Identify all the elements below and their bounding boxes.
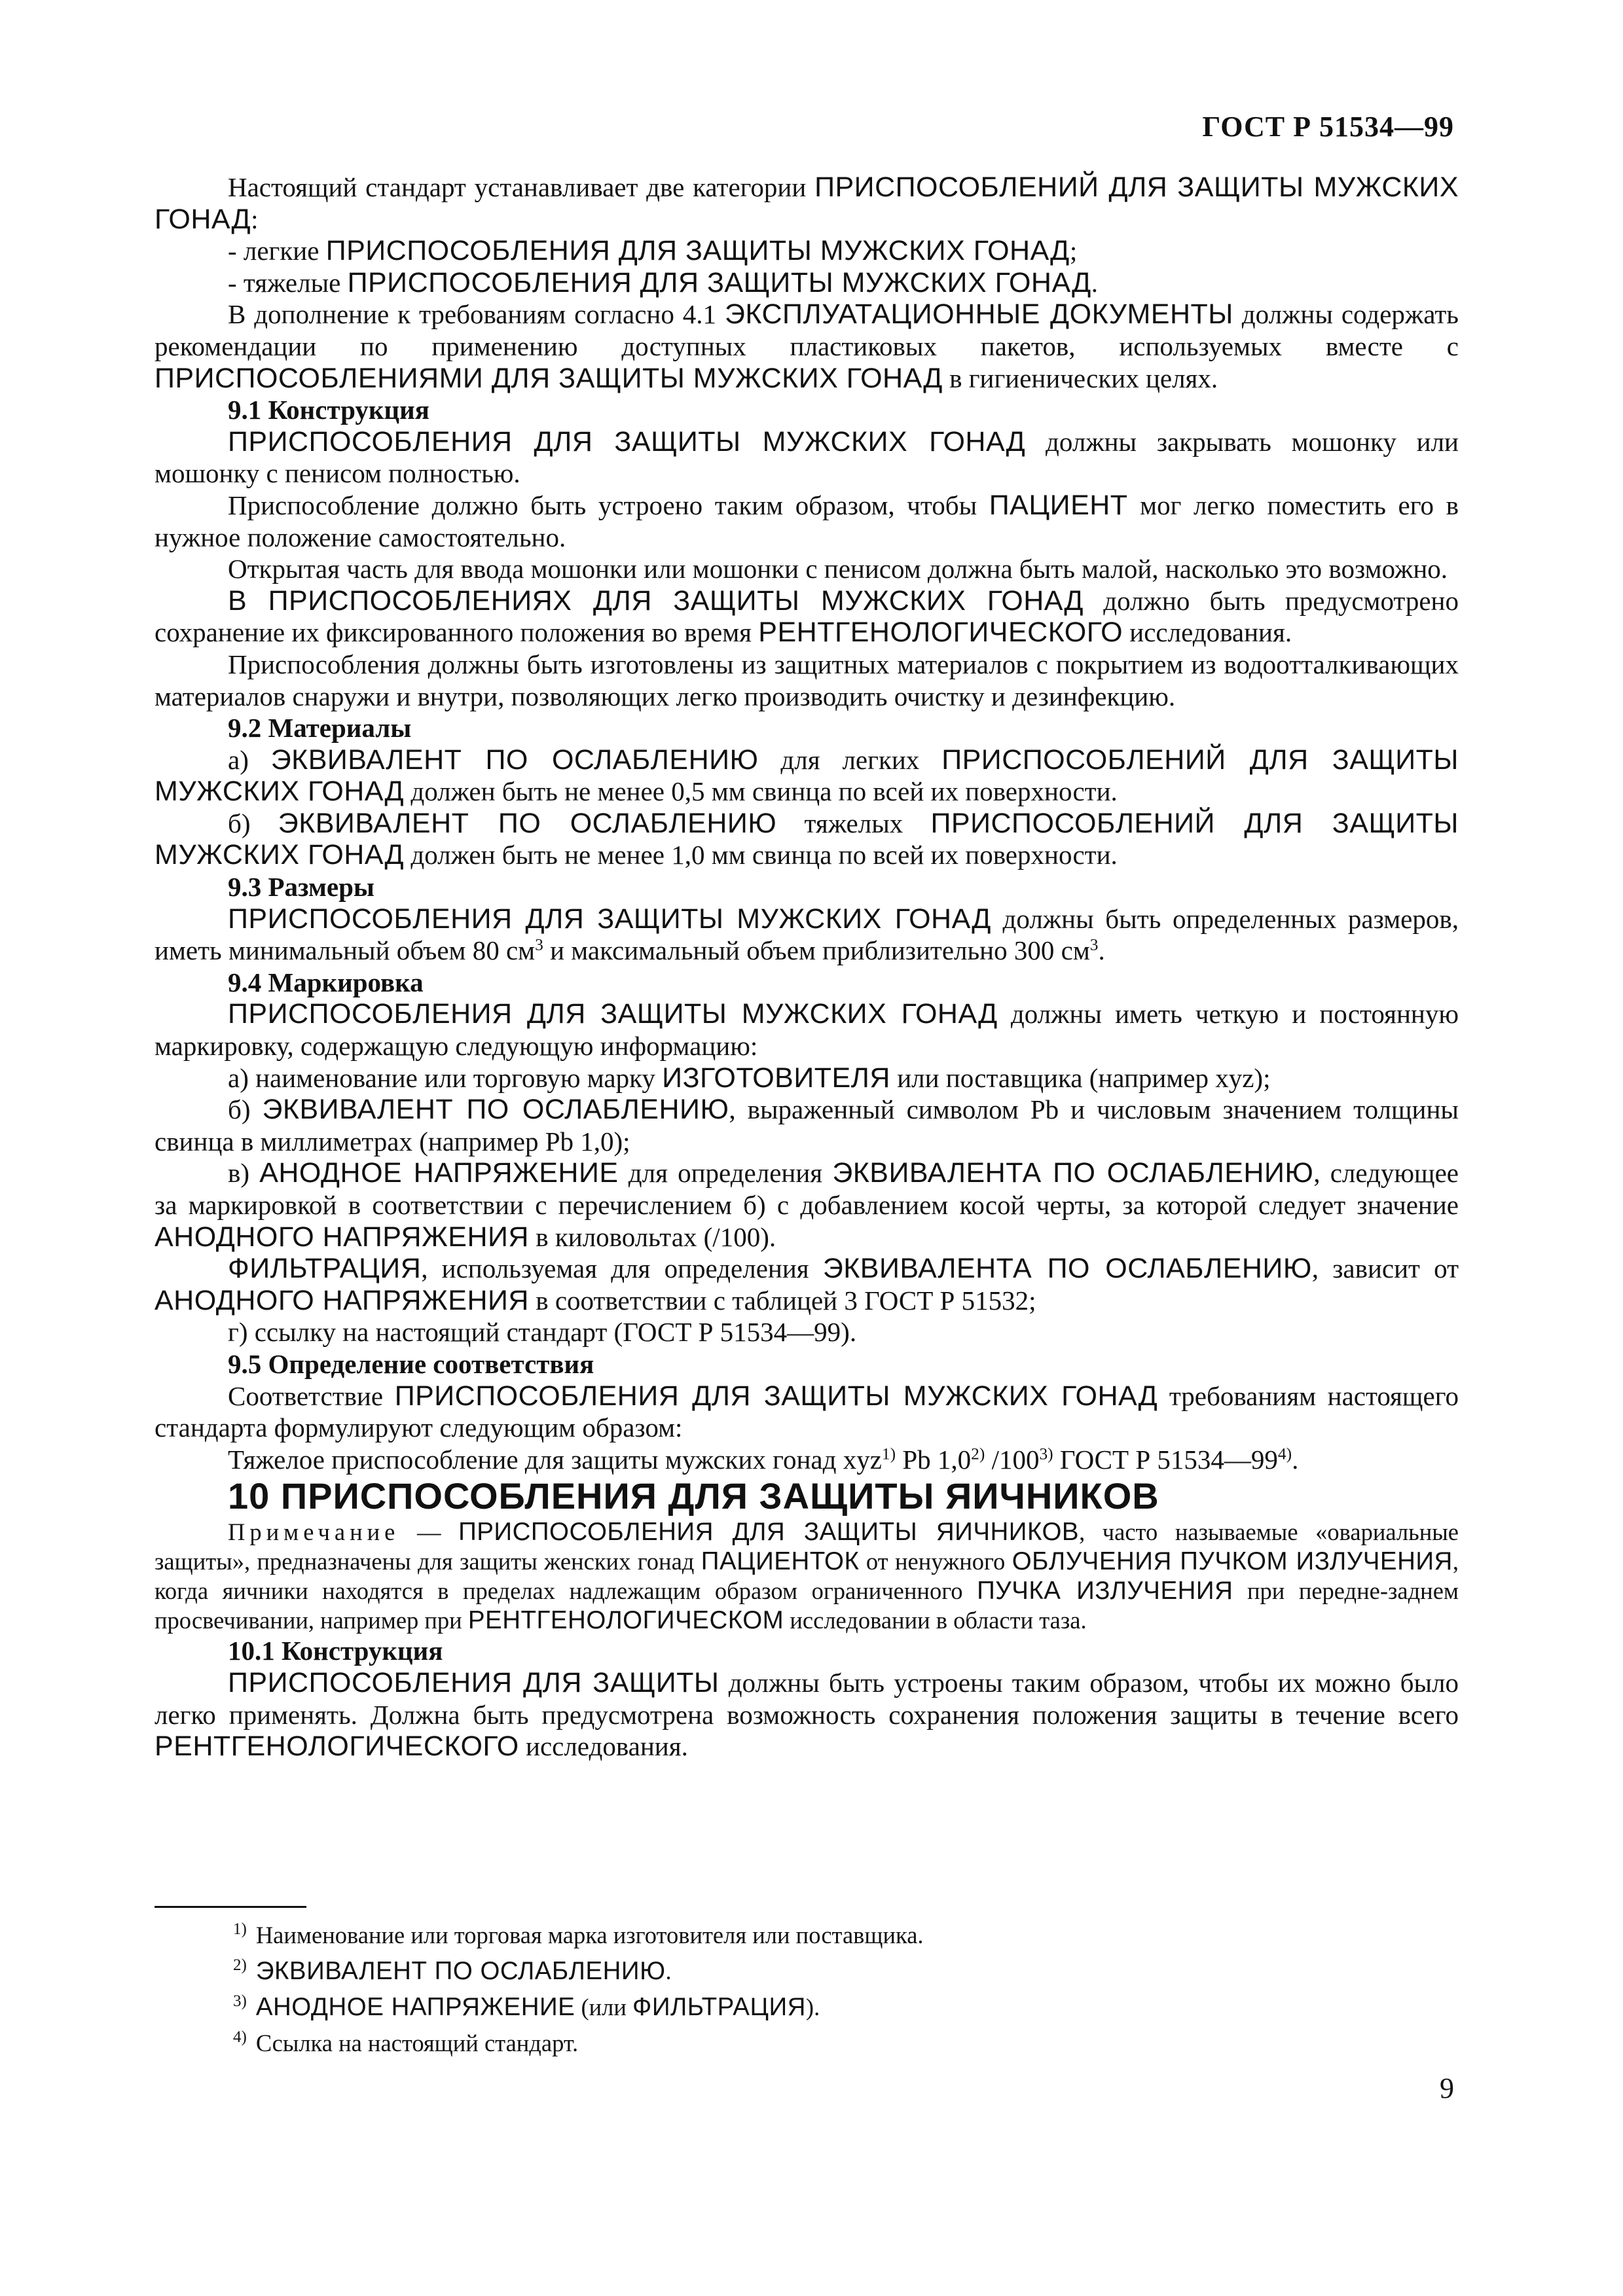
text-run: - тяжелые	[228, 267, 348, 298]
text-run: мог легко поместить его в нужное положение самостоятельно.	[155, 490, 1459, 552]
paragraph	[155, 585, 1459, 649]
footnote-text: .	[665, 1958, 672, 1984]
term: В ПРИСПОСОБЛЕНИЯХ ДЛЯ ЗАЩИТЫ МУЖСКИХ ГОНАД	[228, 584, 1084, 617]
footnote	[233, 2027, 1412, 2063]
list-item	[155, 267, 1459, 299]
text-run: а)	[228, 744, 271, 775]
text-run: при передне-заднем просвечивании, например при	[155, 1577, 1459, 1634]
term: ФИЛЬТРАЦИЯ	[228, 1253, 422, 1285]
list-item	[155, 808, 1459, 871]
term: РЕНТГЕНОЛОГИЧЕСКОГО	[758, 617, 1123, 649]
paragraph	[155, 1253, 1459, 1316]
paragraph	[155, 426, 1459, 490]
text-run: , часто называемые «овариальные защиты», предназначены для защиты женских гонад	[155, 1518, 1459, 1575]
marking-example	[155, 1444, 1459, 1476]
text-run: в)	[228, 1158, 260, 1189]
term: ПАЦИЕНТОК	[701, 1547, 860, 1576]
term: ЭКСПЛУАТАЦИОННЫЕ ДОКУМЕНТЫ	[724, 298, 1233, 331]
text-run: должен быть не менее 0,5 мм свинца по всей их поверхности.	[404, 776, 1118, 807]
text-run: исследования.	[519, 1731, 688, 1762]
term: ПРИСПОСОБЛЕНИЯМИ ДЛЯ ЗАЩИТЫ МУЖСКИХ ГОНАД	[155, 362, 943, 394]
footnote-ref: 2)	[971, 1444, 985, 1463]
term: ЭКВИВАЛЕНТ ПО ОСЛАБЛЕНИЮ	[278, 807, 777, 839]
term: ПРИСПОСОБЛЕНИЯ ДЛЯ ЗАЩИТЫ МУЖСКИХ ГОНАД	[228, 903, 991, 935]
text-run: тяжелых	[776, 808, 931, 838]
term: ПРИСПОСОБЛЕНИЯ ДЛЯ ЗАЩИТЫ ЯИЧНИКОВ	[458, 1518, 1080, 1547]
footnote-text: (или	[575, 1994, 633, 2020]
text-run: Тяжелое приспособление для защиты мужских гонад xyz	[228, 1444, 882, 1475]
text-run: требованиям настоящего стандарта формулируют следующим образом:	[155, 1380, 1459, 1443]
term: ОБЛУЧЕНИЯ ПУЧКОМ ИЗЛУЧЕНИЯ	[1012, 1547, 1453, 1576]
section-heading: 9.1 Конструкция	[228, 395, 429, 425]
text-run: для определения	[618, 1158, 833, 1189]
text-run: Pb 1,0	[896, 1444, 972, 1475]
term: ПУЧКА ИЗЛУЧЕНИЯ	[977, 1577, 1233, 1605]
footnote-mark: 1)	[233, 1920, 247, 1938]
paragraph	[155, 998, 1459, 1062]
page-number: 9	[1440, 2072, 1454, 2104]
text-run: в соответствии с таблицей 3 ГОСТ Р 51532;	[528, 1285, 1036, 1316]
term: ПРИСПОСОБЛЕНИЯ ДЛЯ ЗАЩИТЫ МУЖСКИХ ГОНАД	[228, 998, 998, 1030]
footnote-mark: 3)	[233, 1992, 247, 2010]
text-run: - легкие	[228, 236, 326, 266]
term: АНОДНОГО НАПРЯЖЕНИЯ	[155, 1221, 529, 1253]
paragraph	[155, 903, 1459, 967]
text-run: в гигиенических целях.	[942, 363, 1218, 393]
footnote	[233, 1991, 1412, 2027]
footnote-mark: 4)	[233, 2028, 247, 2046]
text-run: —	[399, 1518, 459, 1546]
text-run: Соответствие	[228, 1380, 395, 1411]
term: ЭКВИВАЛЕНТ ПО ОСЛАБЛЕНИЮ	[255, 1957, 666, 1985]
text-run: или поставщика (например xyz);	[890, 1062, 1271, 1093]
paragraph: Открытая часть для ввода мошонки или мошонки с пенисом должна быть малой, насколько это возможно.	[228, 554, 1448, 584]
term: ФИЛЬТРАЦИЯ	[632, 1993, 806, 2021]
list-item	[155, 235, 1459, 267]
text-run: в киловольтах (/100).	[528, 1221, 776, 1252]
list-item	[155, 1157, 1459, 1253]
term: ЭКВИВАЛЕНТА ПО ОСЛАБЛЕНИЮ	[822, 1253, 1312, 1285]
section-heading: 9.5 Определение соответствия	[228, 1348, 594, 1379]
term: ИЗГОТОВИТЕЛЯ	[662, 1062, 890, 1094]
list-item	[155, 744, 1459, 808]
text-run: .	[1292, 1444, 1299, 1475]
standard-code-header: ГОСТ Р 51534—99	[1202, 111, 1454, 143]
text-run: Приспособление должно быть устроено таким образом, чтобы	[228, 490, 989, 520]
text-run: должно быть предусмотрено сохранение их фиксированного положения во время	[155, 585, 1459, 648]
intro-paragraph	[155, 298, 1459, 394]
term: ЭКВИВАЛЕНТ ПО ОСЛАБЛЕНИЮ	[270, 744, 759, 776]
term: ПРИСПОСОБЛЕНИЙ ДЛЯ ЗАЩИТЫ МУЖСКИХ ГОНАД	[155, 807, 1459, 871]
section-heading: 9.2 Материалы	[228, 713, 412, 744]
note-label: Примечание	[228, 1518, 400, 1546]
footnote-mark: 2)	[233, 1956, 247, 1974]
chapter-heading: 10 ПРИСПОСОБЛЕНИЯ ДЛЯ ЗАЩИТЫ ЯИЧНИКОВ	[228, 1475, 1159, 1517]
term: ЭКВИВАЛЕНТА ПО ОСЛАБЛЕНИЮ	[832, 1157, 1314, 1189]
footnote-ref: 4)	[1277, 1444, 1292, 1463]
term: ПРИСПОСОБЛЕНИЙ ДЛЯ ЗАЩИТЫ МУЖСКИХ ГОНАД	[155, 171, 1459, 235]
text-run: ГОСТ Р 51534—99	[1053, 1444, 1278, 1475]
footnote-text: ).	[805, 1994, 820, 2020]
term: ПАЦИЕНТ	[989, 489, 1128, 521]
term: ПРИСПОСОБЛЕНИЯ ДЛЯ ЗАЩИТЫ МУЖСКИХ ГОНАД	[347, 266, 1091, 298]
text-run: и максимальный объем приблизительно 300 см	[543, 935, 1090, 966]
term: ПРИСПОСОБЛЕНИЯ ДЛЯ ЗАЩИТЫ МУЖСКИХ ГОНАД	[228, 425, 1026, 457]
footnote-ref: 3)	[1039, 1444, 1053, 1463]
text-run: исследования.	[1123, 617, 1292, 648]
text-run: б)	[228, 1094, 263, 1125]
text-run: , выраженный символом Pb и числовым значением толщины свинца в миллиметрах (например Pb 1,0);	[155, 1094, 1459, 1157]
paragraph: Приспособления должны быть изготовлены из защитных материалов с покрытием из водоотталкивающих материалов снаружи и внутри, позволяющих легко производить очистку и дезинфекцию.	[155, 649, 1459, 711]
text-run: должны быть определенных размеров, иметь минимальный объем 80 см	[155, 903, 1459, 966]
footnote-separator	[155, 1906, 306, 1908]
text-run: , используемая для определения	[421, 1253, 823, 1284]
text-run: , когда яичники находятся в пределах надлежащим образом ограниченного	[155, 1548, 1459, 1605]
term: ПРИСПОСОБЛЕНИЯ ДЛЯ ЗАЩИТЫ МУЖСКИХ ГОНАД	[394, 1380, 1158, 1412]
footnote	[233, 1955, 1412, 1991]
section-heading: 9.3 Размеры	[228, 872, 374, 903]
term: АНОДНОЕ НАПРЯЖЕНИЕ	[259, 1157, 619, 1189]
term: АНОДНОГО НАПРЯЖЕНИЯ	[155, 1284, 529, 1316]
paragraph	[155, 1380, 1459, 1444]
text-run: :	[251, 204, 259, 234]
text-run: должны содержать рекомендации по применению доступных пластиковых пакетов, используемых вместе с	[155, 299, 1459, 361]
text-run: а) наименование или торговую марку	[228, 1062, 663, 1093]
paragraph	[155, 1667, 1459, 1763]
footnotes	[233, 1919, 1412, 2063]
text-run: должны быть устроены таким образом, чтобы их можно было легко применять. Должна быть предусмотрена возможность сохранения положения защиты в течение всего	[155, 1667, 1459, 1730]
text-run: .	[1098, 935, 1105, 966]
term: РЕНТГЕНОЛОГИЧЕСКОМ	[467, 1606, 784, 1635]
text-run: должны иметь четкую и постоянную маркировку, содержащую следующую информацию:	[155, 999, 1459, 1062]
text-run: б)	[228, 808, 278, 838]
text-run: , следующее за маркировкой в соответствии с перечислением б) с добавлением косой черты, за которой следует значение	[155, 1158, 1459, 1220]
term: ЭКВИВАЛЕНТ ПО ОСЛАБЛЕНИЮ	[262, 1094, 729, 1126]
text-run: В дополнение к требованиям согласно 4.1	[228, 299, 725, 330]
document-body	[155, 171, 1459, 1763]
text-run: /100	[985, 1444, 1040, 1475]
note	[155, 1517, 1459, 1635]
list-item: г) ссылку на настоящий стандарт (ГОСТ Р 51534—99).	[228, 1317, 857, 1348]
paragraph	[155, 490, 1459, 553]
term: РЕНТГЕНОЛОГИЧЕСКОГО	[155, 1731, 519, 1763]
term: ПРИСПОСОБЛЕНИЙ ДЛЯ ЗАЩИТЫ МУЖСКИХ ГОНАД	[155, 744, 1459, 808]
text-run: для легких	[758, 744, 942, 775]
section-heading: 9.4 Маркировка	[228, 967, 424, 997]
term: ПРИСПОСОБЛЕНИЯ ДЛЯ ЗАЩИТЫ	[228, 1666, 720, 1698]
footnote-ref: 1)	[881, 1444, 896, 1463]
footnote-text: Наименование или торговая марка изготовителя или поставщика.	[255, 1922, 924, 1948]
text-run: должен быть не менее 1,0 мм свинца по всей их поверхности.	[404, 840, 1118, 870]
list-item	[155, 1062, 1459, 1094]
text-run: , зависит от	[1311, 1253, 1459, 1284]
text-run: должны закрывать мошонку или мошонку с пенисом полностью.	[155, 426, 1459, 489]
text-run: Настоящий стандарт устанавливает две категории	[228, 172, 815, 202]
superscript: 3	[1089, 935, 1099, 954]
section-heading: 10.1 Конструкция	[228, 1636, 443, 1666]
term: ПРИСПОСОБЛЕНИЯ ДЛЯ ЗАЩИТЫ МУЖСКИХ ГОНАД	[325, 235, 1070, 267]
footnote-text: Ссылка на настоящий стандарт.	[255, 2030, 579, 2056]
intro-paragraph	[155, 171, 1459, 235]
superscript: 3	[535, 935, 543, 954]
text-run: ;	[1069, 236, 1078, 266]
text-run: .	[1091, 267, 1098, 298]
text-run: от ненужного	[859, 1548, 1012, 1575]
term: АНОДНОЕ НАПРЯЖЕНИЕ	[255, 1993, 575, 2021]
list-item	[155, 1094, 1459, 1157]
footnote	[233, 1919, 1412, 1955]
text-run: исследовании в области таза.	[784, 1607, 1087, 1634]
